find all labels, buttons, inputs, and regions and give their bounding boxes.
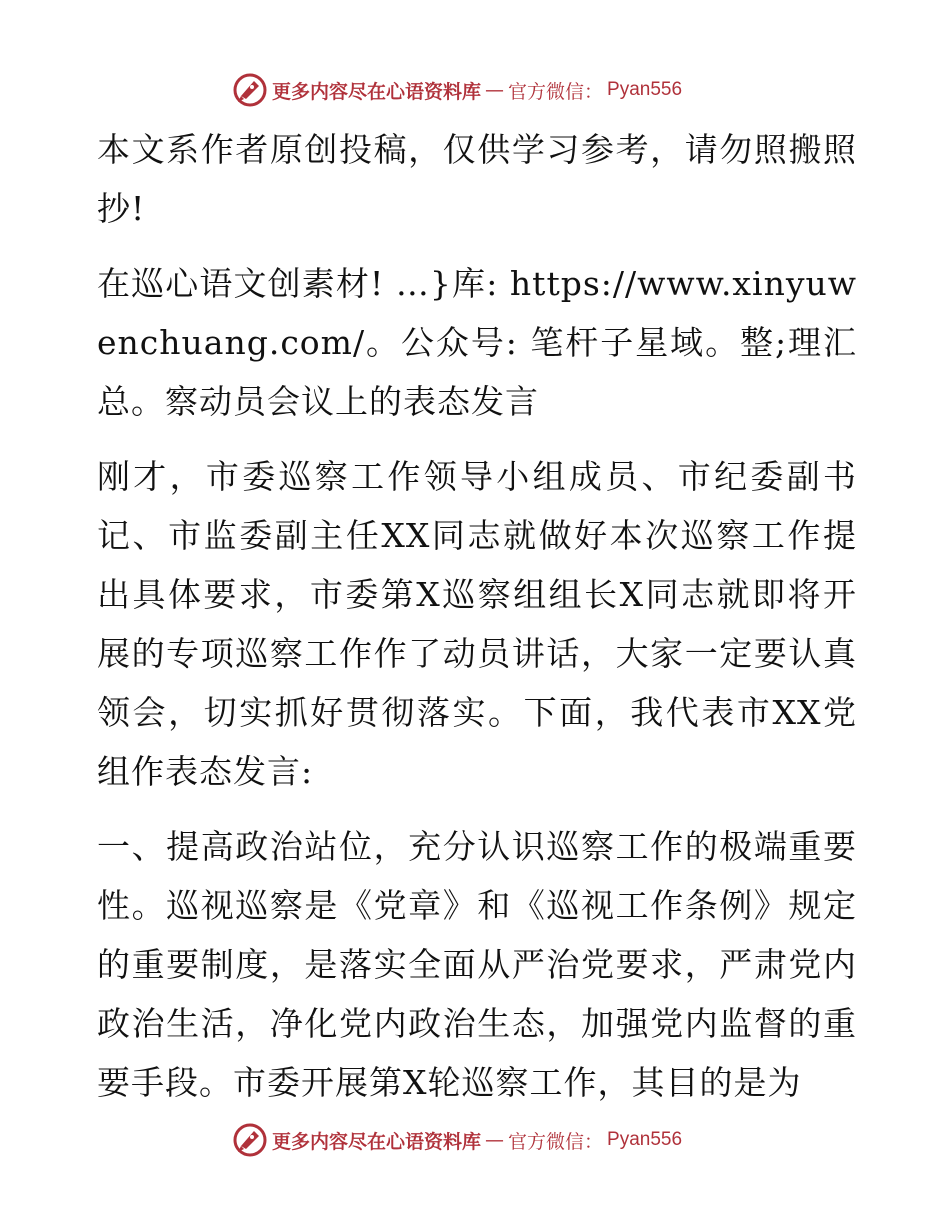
paragraph-intro: 刚才，市委巡察工作领导小组成员、市纪委副书记、市监委副主任XX同志就做好本次巡察工作提出具体要求，市委第X巡察组组长X同志就即将开展的专项巡察工作作了动员讲话，大家一定要认真领会，切实抓好贯彻落实。下面，我代表市XX党组作表态发言: (97, 457, 857, 791)
banner-separator: — (485, 1129, 505, 1151)
banner-wechat-label: 官方微信： (508, 80, 604, 103)
document-body (97, 120, 857, 1128)
banner-wechat-label: 官方微信： (508, 1130, 604, 1153)
pen-nib-logo-icon (232, 1122, 268, 1158)
banner-title: 更多内容尽在心语资料库 (272, 1130, 482, 1153)
banner-wechat-account: Pyan556 (607, 79, 683, 100)
pen-nib-logo-icon (232, 72, 268, 108)
header-banner (232, 72, 682, 108)
banner-title: 更多内容尽在心语资料库 (272, 80, 482, 103)
paragraph-source: 在巡心语文创素材! …}库: https://www.xinyuwenchuang.com/。公众号: 笔杆子星域。整;理汇总。察动员会议上的表态发言 (97, 264, 857, 421)
paragraph-notice: 本文系作者原创投稿，仅供学习参考，请勿照搬照抄! (97, 130, 857, 228)
paragraph-section-one: 一、提高政治站位，充分认识巡察工作的极端重要性。巡视巡察是《党章》和《巡视工作条例》规定的重要制度，是落实全面从严治党要求，严肃党内政治生活，净化党内政治生态，加强党内监督的重要手段。市委开展第X轮巡察工作，其目的是为 (97, 827, 857, 1102)
banner-wechat-account: Pyan556 (607, 1129, 683, 1150)
banner-separator: — (485, 79, 505, 101)
footer-banner (232, 1122, 682, 1158)
